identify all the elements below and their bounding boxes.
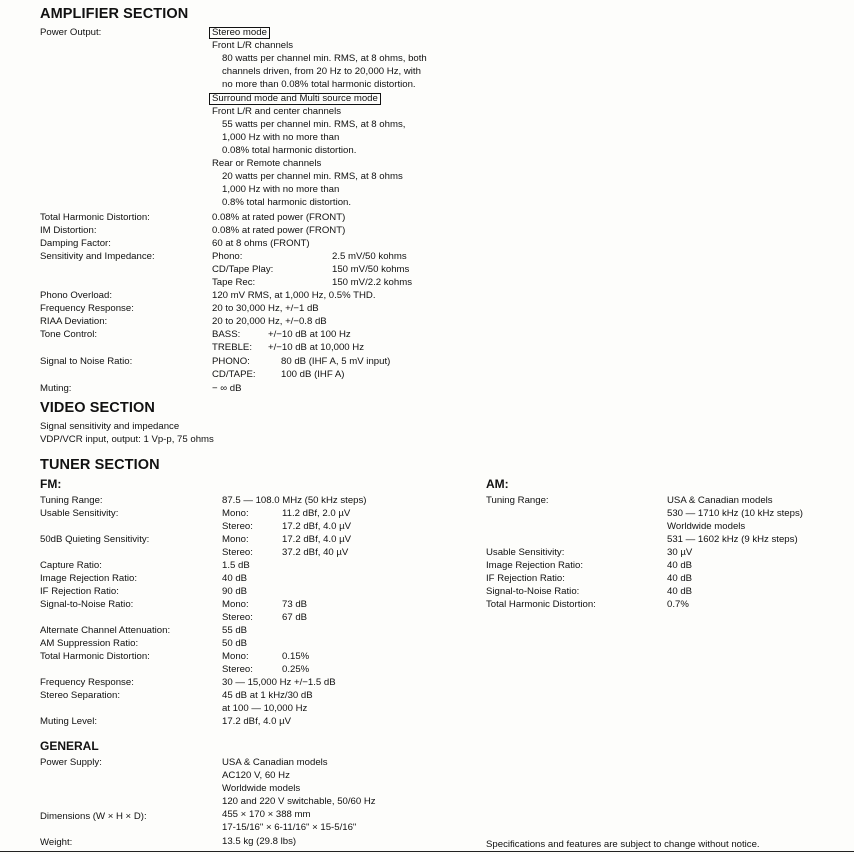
fm-quiet-label: 50dB Quieting Sensitivity: [40,534,150,545]
fm-quiet-stereo: 37.2 dBf, 40 µV [282,547,349,558]
rear-spec-line: 20 watts per channel min. RMS, at 8 ohms [222,171,403,182]
muting-level-label: Muting Level: [40,716,98,727]
general-heading: GENERAL [40,739,99,753]
fm-heading: FM: [40,477,62,491]
fm-freq-value: 30 — 15,000 Hz +/−1.5 dB [222,677,336,688]
phono-overload-value: 120 mV RMS, at 1,000 Hz, 0.5% THD. [212,290,376,301]
am-if-value: 40 dB [667,573,693,584]
mono-label: Mono: [222,651,249,662]
power-supply-line: AC120 V, 60 Hz [222,770,290,781]
snr-cd-label: CD/TAPE: [212,369,256,380]
am-usa-range: 530 — 1710 kHz (10 kHz steps) [667,508,803,519]
alt-channel-value: 55 dB [222,625,248,636]
stereo-label: Stereo: [222,612,253,623]
bass-value: +/−10 dB at 100 Hz [268,329,351,340]
fm-tuning-value: 87.5 — 108.0 MHz (50 kHz steps) [222,495,367,506]
weight-label: Weight: [40,837,73,848]
sensitivity-label: Sensitivity and Impedance: [40,251,155,262]
am-heading: AM: [486,477,509,491]
damping-factor-label: Damping Factor: [40,238,111,249]
fm-snr-mono: 73 dB [282,599,308,610]
cd-tape-value: 150 mV/50 kohms [332,264,410,275]
im-distortion-label: IM Distortion: [40,225,97,236]
im-distortion-value: 0.08% at rated power (FRONT) [212,225,346,236]
stereo-spec-line: channels driven, from 20 Hz to 20,000 Hz, with [222,66,421,77]
muting-level-value: 17.2 dBf, 4.0 µV [222,716,291,727]
fm-image-value: 40 dB [222,573,248,584]
damping-factor-value: 60 at 8 ohms (FRONT) [212,238,310,249]
power-supply-line: USA & Canadian models [222,757,328,768]
am-world-models: Worldwide models [667,521,746,532]
rear-spec-line: 1,000 Hz with no more than [222,184,340,195]
stereo-label: Stereo: [222,547,253,558]
treble-label: TREBLE: [212,342,252,353]
surround-spec-line: 55 watts per channel min. RMS, at 8 ohms, [222,119,406,130]
tape-rec-label: Tape Rec: [212,277,256,288]
fm-snr-label: Signal-to-Noise Ratio: [40,599,134,610]
am-tuning-label: Tuning Range: [486,495,549,506]
am-image-value: 40 dB [667,560,693,571]
power-supply-line: Worldwide models [222,783,301,794]
dimensions-label: Dimensions (W × H × D): [40,811,147,822]
stereo-mode-box [212,27,270,39]
rear-channels: Rear or Remote channels [212,158,322,169]
fm-image-label: Image Rejection Ratio: [40,573,138,584]
video-section-heading: VIDEO SECTION [40,400,155,416]
surround-spec-line: 1,000 Hz with no more than [222,132,340,143]
power-supply-label: Power Supply: [40,757,102,768]
fm-thd-mono: 0.15% [282,651,310,662]
amp-freq-value: 20 to 30,000 Hz, +/−1 dB [212,303,319,314]
fm-usable-mono: 11.2 dBf, 2.0 µV [282,508,351,519]
dimensions-metric: 455 × 170 × 388 mm [222,809,311,820]
stereo-label: Stereo: [222,521,253,532]
power-supply-line: 120 and 220 V switchable, 50/60 Hz [222,796,376,807]
tone-control-label: Tone Control: [40,329,98,340]
tuner-section-heading: TUNER SECTION [40,457,160,473]
muting-label: Muting: [40,383,72,394]
stereo-mode-label: Stereo mode [209,27,270,39]
snr-phono-label: PHONO: [212,356,250,367]
stereo-separation-value: 45 dB at 1 kHz/30 dB [222,690,313,701]
rear-spec-line: 0.8% total harmonic distortion. [222,197,352,208]
cd-tape-label: CD/Tape Play: [212,264,274,275]
phono-value: 2.5 mV/50 kohms [332,251,407,262]
amp-thd-label: Total Harmonic Distortion: [40,212,150,223]
am-thd-label: Total Harmonic Distortion: [486,599,596,610]
riaa-label: RIAA Deviation: [40,316,108,327]
fm-usable-label: Usable Sensitivity: [40,508,119,519]
phono-label: Phono: [212,251,243,262]
treble-value: +/−10 dB at 10,000 Hz [268,342,365,353]
front-lr-center-channels: Front L/R and center channels [212,106,342,117]
muting-value: − ∞ dB [212,383,242,394]
video-line: Signal sensitivity and impedance [40,421,180,432]
power-output-label: Power Output: [40,27,102,38]
specs-notice: Specifications and features are subject to change without notice. [486,839,760,850]
mono-label: Mono: [222,534,249,545]
fm-snr-stereo: 67 dB [282,612,308,623]
fm-freq-label: Frequency Response: [40,677,134,688]
snr-phono-value: 80 dB (IHF A, 5 mV input) [281,356,391,367]
am-if-label: IF Rejection Ratio: [486,573,565,584]
stereo-spec-line: no more than 0.08% total harmonic distortion. [222,79,416,90]
front-lr-channels: Front L/R channels [212,40,294,51]
stereo-spec-line: 80 watts per channel min. RMS, at 8 ohms, both [222,53,427,64]
fm-thd-stereo: 0.25% [282,664,310,675]
riaa-value: 20 to 20,000 Hz, +/−0.8 dB [212,316,327,327]
am-snr-label: Signal-to-Noise Ratio: [486,586,580,597]
fm-tuning-label: Tuning Range: [40,495,103,506]
dimensions-imperial: 17-15/16" × 6-11/16" × 15-5/16" [222,822,357,833]
stereo-label: Stereo: [222,664,253,675]
am-thd-value: 0.7% [667,599,689,610]
fm-usable-stereo: 17.2 dBf, 4.0 µV [282,521,351,532]
snr-cd-value: 100 dB (IHF A) [281,369,345,380]
mono-label: Mono: [222,508,249,519]
stereo-separation-value-2: at 100 — 10,000 Hz [222,703,308,714]
bass-label: BASS: [212,329,241,340]
mono-label: Mono: [222,599,249,610]
amp-thd-value: 0.08% at rated power (FRONT) [212,212,346,223]
stereo-separation-label: Stereo Separation: [40,690,121,701]
weight-value: 13.5 kg (29.8 lbs) [222,836,297,847]
surround-mode-box [212,93,381,105]
surround-mode-label: Surround mode and Multi source mode [209,93,381,105]
amp-freq-label: Frequency Response: [40,303,134,314]
am-usable-label: Usable Sensitivity: [486,547,565,558]
phono-overload-label: Phono Overload: [40,290,112,301]
am-world-range: 531 — 1602 kHz (9 kHz steps) [667,534,798,545]
alt-channel-label: Alternate Channel Attenuation: [40,625,171,636]
am-snr-value: 40 dB [667,586,693,597]
video-line: VDP/VCR input, output: 1 Vp-p, 75 ohms [40,434,214,445]
capture-ratio-value: 1.5 dB [222,560,250,571]
amplifier-section-heading: AMPLIFIER SECTION [40,6,189,22]
amp-snr-label: Signal to Noise Ratio: [40,356,133,367]
fm-if-value: 90 dB [222,586,248,597]
am-image-label: Image Rejection Ratio: [486,560,584,571]
bottom-rule [0,851,854,852]
am-usable-value: 30 µV [667,547,693,558]
fm-thd-label: Total Harmonic Distortion: [40,651,150,662]
fm-quiet-mono: 17.2 dBf, 4.0 µV [282,534,351,545]
capture-ratio-label: Capture Ratio: [40,560,102,571]
fm-if-label: IF Rejection Ratio: [40,586,119,597]
am-suppression-label: AM Suppression Ratio: [40,638,139,649]
am-usa-models: USA & Canadian models [667,495,773,506]
surround-spec-line: 0.08% total harmonic distortion. [222,145,357,156]
tape-rec-value: 150 mV/2.2 kohms [332,277,412,288]
am-suppression-value: 50 dB [222,638,248,649]
